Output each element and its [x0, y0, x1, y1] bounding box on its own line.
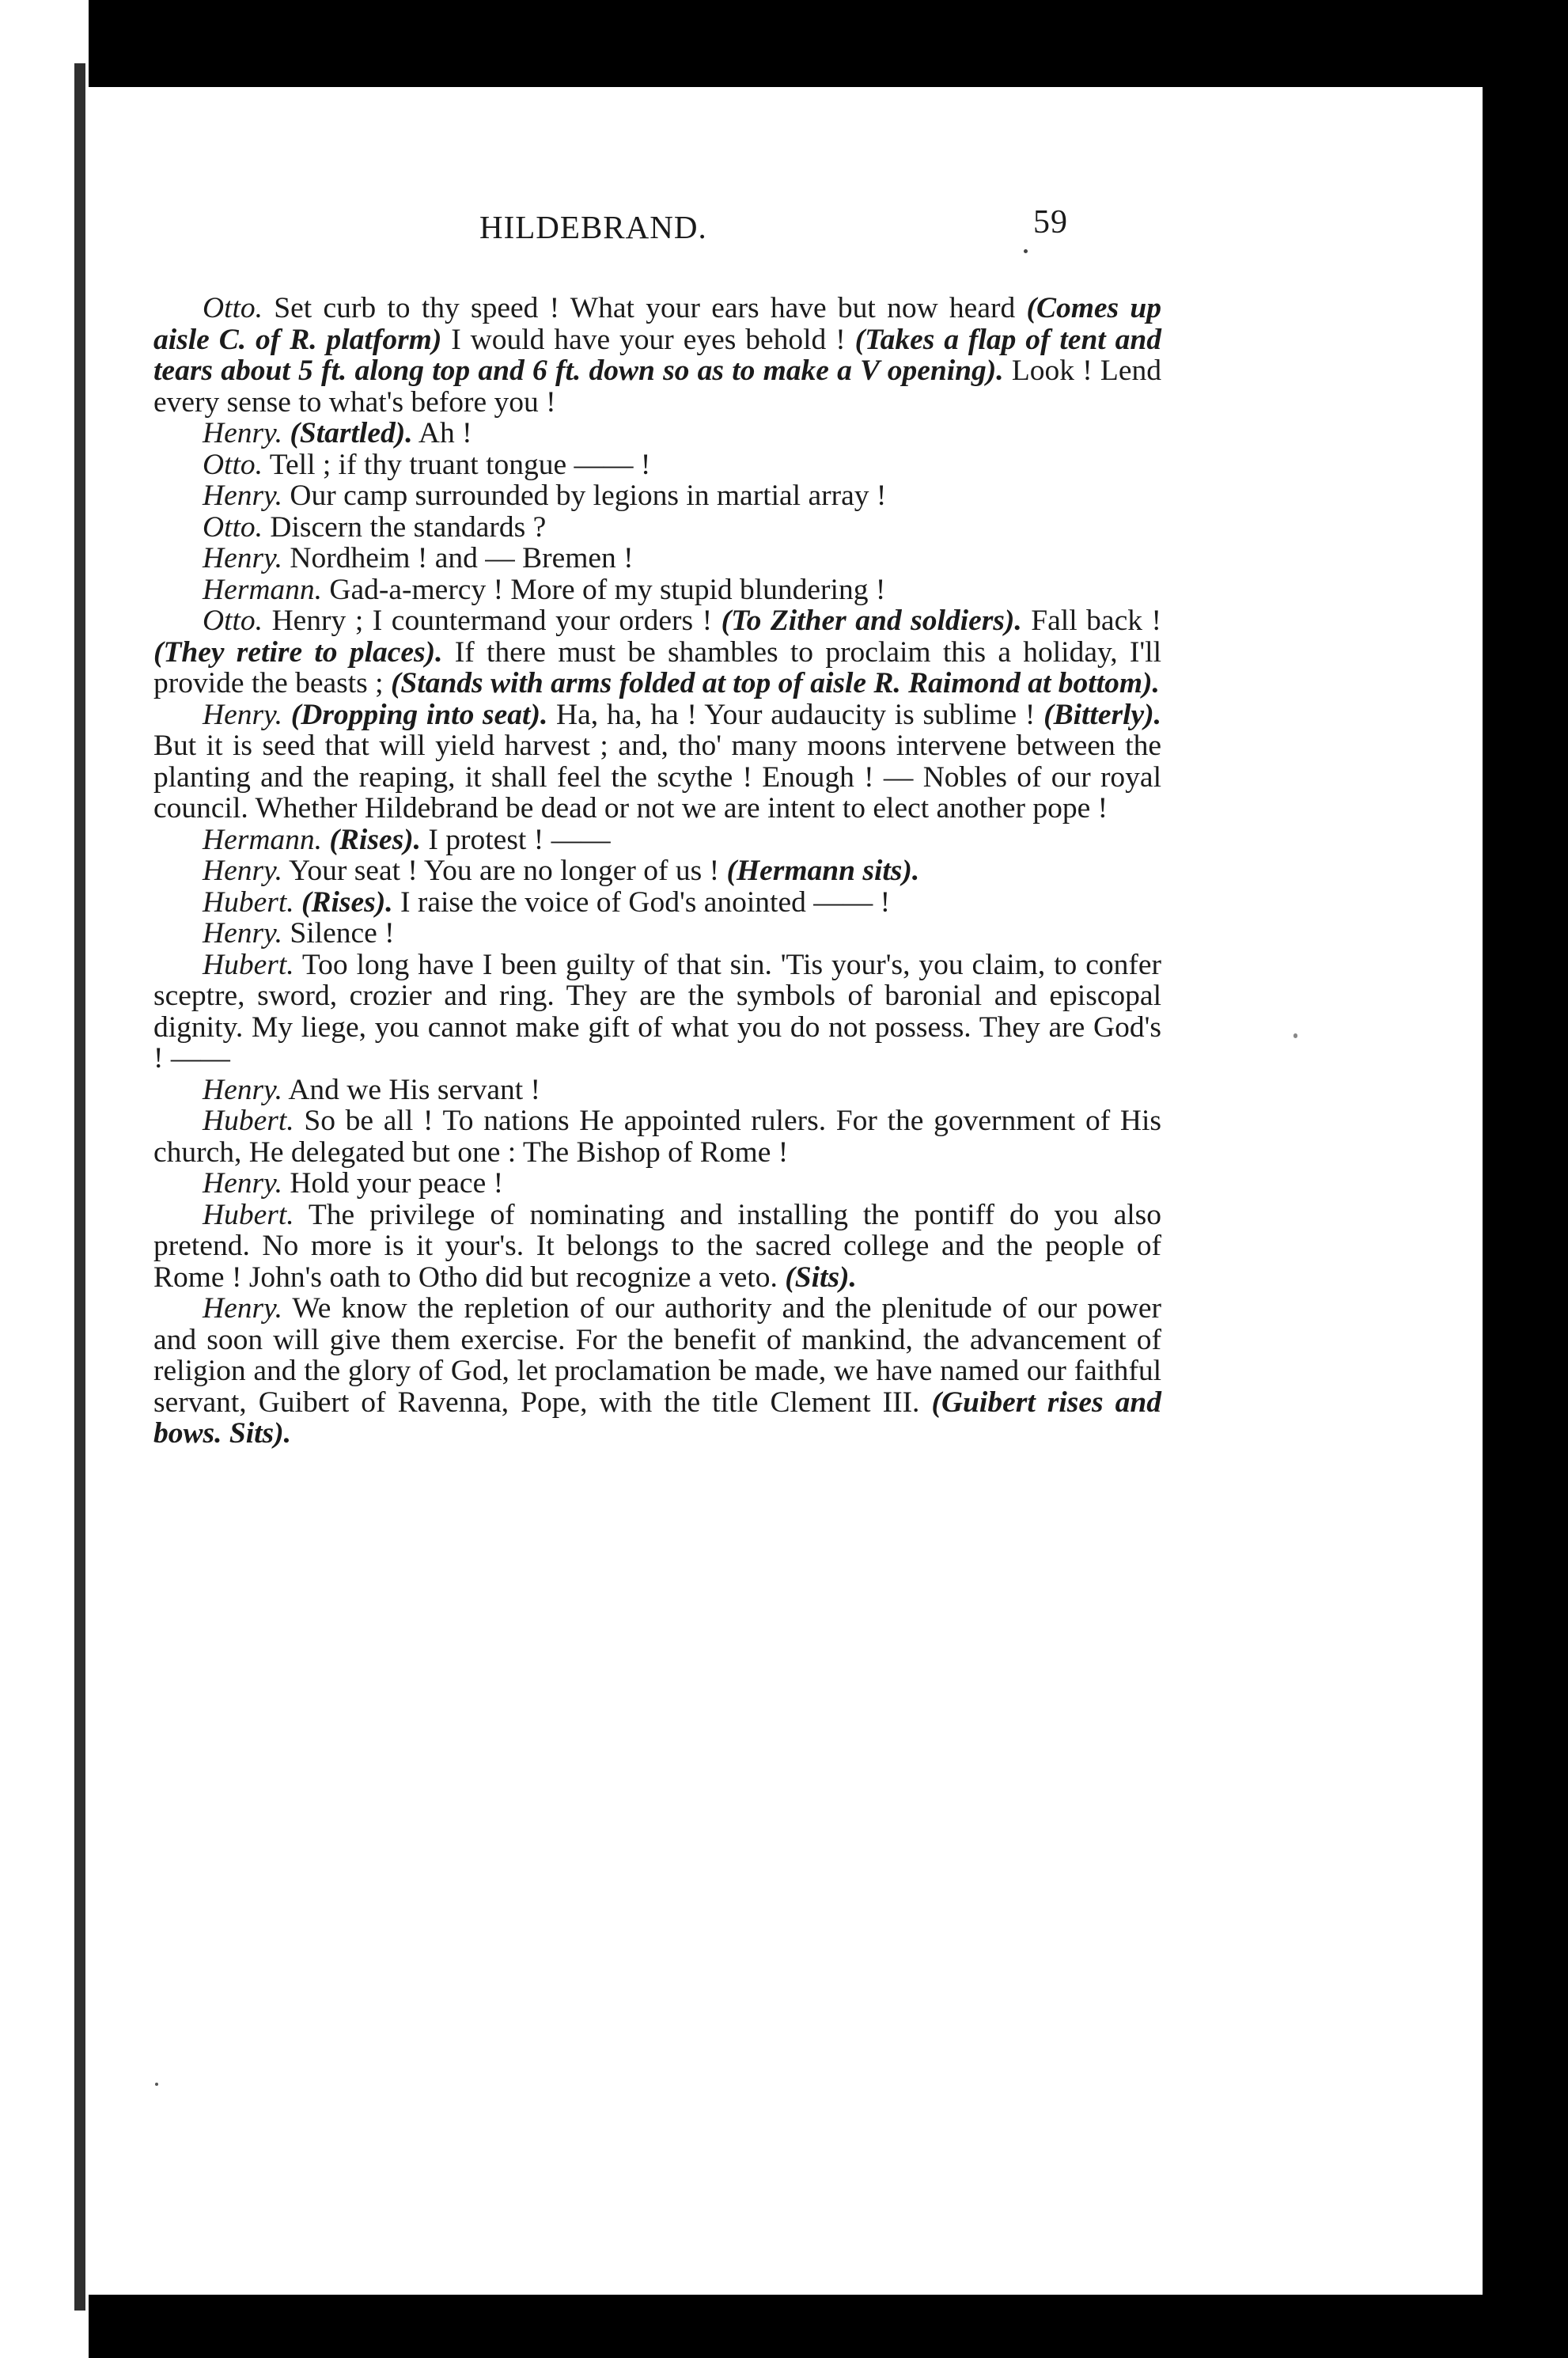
- dialogue-text: I protest ! ——: [421, 823, 611, 856]
- book-gutter: [74, 63, 85, 2311]
- dialogue-text: If there must be shambles to proclaim this a holiday, I'll provide the beasts ;: [153, 635, 1161, 699]
- dialogue-text: We know the repletion of our authority and the plenitude of our power and soon will give them exercise. For the benefit of mankind, the advancement of religion and the glory of God, let proclamation be made, we have named our faithful servant, Guibert of Ravenna, Pope, with the title Clement III.: [153, 1292, 1161, 1419]
- speaker-name: Henry.: [203, 417, 283, 449]
- speaker-name: Otto.: [203, 292, 263, 324]
- dialogue-paragraph: [153, 293, 1161, 418]
- stage-direction: (Stands with arms folded at top of aisle R. Raimond at bottom).: [390, 667, 1160, 699]
- dialogue-paragraph: [153, 512, 1161, 544]
- stage-direction: (They retire to places).: [153, 635, 443, 669]
- dialogue-paragraph: [153, 918, 1161, 950]
- dialogue-text: I would have your eyes behold !: [441, 323, 855, 356]
- stage-direction: (Rises).: [329, 823, 422, 856]
- dialogue-text: But it is seed that will yield harvest ; and, tho' many moons intervene between the planting and the reaping, it shall feel the scythe ! Enough ! — Nobles of our royal council. Whether Hildebrand be dead or not we are intent to elect another pope !: [153, 730, 1161, 825]
- dialogue-paragraph: [153, 574, 1161, 606]
- speaker-name: Hubert.: [203, 948, 294, 981]
- dialogue-paragraph: [153, 480, 1161, 512]
- dialogue-text: Our camp surrounded by legions in martial array !: [282, 480, 887, 512]
- stage-direction: (Guibert rises and bows. Sits).: [153, 1386, 1162, 1450]
- dialogue-text: Ha, ha, ha ! Your audaucity is sublime !: [547, 698, 1044, 731]
- speaker-name: Henry.: [203, 855, 283, 887]
- stage-direction: (Startled).: [290, 417, 413, 449]
- dialogue-paragraph: [153, 699, 1161, 825]
- dialogue-text: Gad-a-mercy ! More of my stupid blundering !: [322, 573, 886, 606]
- dialogue-paragraph: [153, 1105, 1161, 1168]
- dialogue-text: Nordheim ! and — Bremen !: [282, 542, 634, 574]
- dialogue-text: [294, 886, 301, 919]
- dialogue-text: Discern the standards ?: [263, 510, 547, 544]
- stage-direction: (Takes a flap of tent and tears about 5 ft. along top and 6 ft. down so as to make a V opening).: [153, 323, 1162, 387]
- dialogue-text: [282, 699, 291, 731]
- dialogue-paragraph: [153, 855, 1161, 887]
- speaker-name: Hubert.: [203, 1198, 294, 1231]
- speaker-name: Hermann.: [203, 573, 323, 606]
- speaker-name: Hubert.: [203, 885, 294, 919]
- dialogue-paragraph: [153, 1168, 1161, 1200]
- dialogue-text: Tell ; if thy truant tongue —— !: [263, 448, 651, 481]
- page-number: 59: [1033, 204, 1068, 241]
- stage-direction: (Comes up aisle C. of R. platform): [153, 292, 1161, 356]
- speaker-name: Hubert.: [203, 1105, 294, 1137]
- stage-direction: (Hermann sits).: [726, 855, 920, 887]
- dialogue-text: Ah !: [412, 417, 472, 449]
- dialogue-text: Fall back !: [1021, 605, 1161, 637]
- stage-direction: (Dropping into seat).: [290, 698, 548, 731]
- speaker-name: Otto.: [203, 448, 263, 481]
- dialogue-paragraph: [153, 449, 1161, 481]
- play-text: [153, 293, 1161, 1450]
- running-title: HILDEBRAND.: [479, 209, 707, 245]
- speaker-name: Hermann.: [203, 823, 323, 856]
- speaker-name: Henry.: [203, 1292, 283, 1325]
- dialogue-text: [322, 824, 329, 856]
- stage-direction: (To Zither and soldiers).: [721, 605, 1022, 637]
- speaker-name: Henry.: [203, 542, 283, 574]
- speaker-name: Otto.: [203, 605, 263, 637]
- speaker-name: Otto.: [203, 510, 263, 544]
- dialogue-text: Silence !: [282, 917, 395, 950]
- dialogue-text: The privilege of nominating and installing the pontiff do you also pretend. No more is it your's. It belongs to the sacred college and the people of Rome ! John's oath to Otho did but recognize a veto.: [153, 1198, 1161, 1294]
- speaker-name: Henry.: [203, 698, 283, 731]
- dialogue-text: And we His servant !: [282, 1073, 541, 1106]
- dialogue-paragraph: [153, 950, 1161, 1075]
- speaker-name: Henry.: [203, 1073, 283, 1106]
- dialogue-paragraph: [153, 1075, 1161, 1106]
- dialogue-paragraph: [153, 605, 1161, 699]
- dialogue-text: [282, 417, 290, 449]
- dialogue-paragraph: [153, 1293, 1161, 1450]
- dialogue-text: Set curb to thy speed ! What your ears have but now heard: [263, 292, 1027, 324]
- dialogue-paragraph: [153, 887, 1161, 919]
- dialogue-text: Henry ; I countermand your orders !: [263, 605, 722, 637]
- dialogue-text: Hold your peace !: [282, 1167, 504, 1200]
- dialogue-paragraph: [153, 418, 1161, 449]
- dialogue-paragraph: [153, 543, 1161, 574]
- speaker-name: Henry.: [203, 917, 283, 950]
- running-header: [479, 204, 1191, 256]
- stage-direction: (Sits).: [785, 1261, 857, 1294]
- dialogue-text: So be all ! To nations He appointed rulers. For the government of His church, He delegated but one : The Bishop of Rome !: [153, 1105, 1161, 1169]
- stage-direction: (Rises).: [301, 885, 393, 919]
- speck: [155, 2083, 158, 2086]
- stage-direction: (Bitterly).: [1043, 698, 1162, 731]
- dialogue-text: Look ! Lend every sense to what's before you !: [153, 354, 1161, 419]
- speaker-name: Henry.: [203, 1167, 283, 1200]
- dialogue-text: I raise the voice of God's anointed —— !: [392, 885, 891, 919]
- dialogue-paragraph: [153, 1200, 1161, 1294]
- speck: [1293, 1033, 1297, 1038]
- dialogue-text: Your seat ! You are no longer of us !: [282, 855, 727, 887]
- dialogue-text: Too long have I been guilty of that sin. 'Tis your's, you claim, to confer sceptre, sword, crozier and ring. They are the symbols of baronial and episcopal dignity. My liege, you cannot make gift of what you do not possess. They are God's ! ——: [153, 948, 1161, 1075]
- dialogue-paragraph: [153, 825, 1161, 856]
- speaker-name: Henry.: [203, 480, 283, 512]
